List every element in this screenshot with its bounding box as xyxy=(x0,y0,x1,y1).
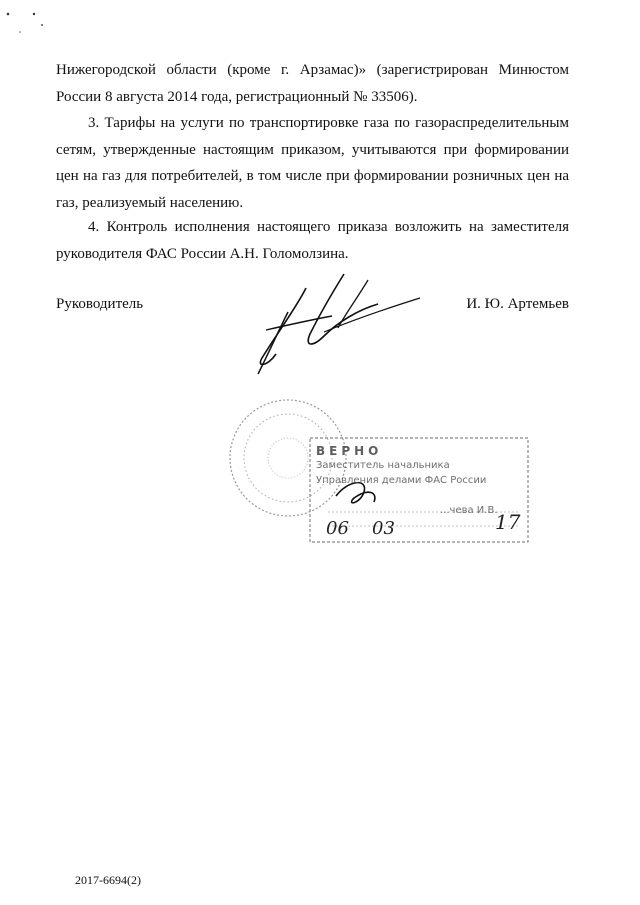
stamp-date-day: 06 xyxy=(326,518,349,539)
paragraph-3-tariffs: 3. Тарифы на услуги по транспортировке газа по газораспределительным сетям, утвержденные настоящим приказом, учитываются при формировании цен на газ для потребителей, в том числе при формировании розничных цен на газ, реализуемый населению. xyxy=(56,115,569,211)
scan-artifact-dots xyxy=(0,0,60,40)
stamp-position-line-2: Управления делами ФАС России xyxy=(316,475,487,486)
signatory-name: И. Ю. Артемьев xyxy=(466,296,569,312)
paragraph-4-control: 4. Контроль исполнения настоящего приказа возложить на заместителя руководителя ФАС России А.Н. Голомолзина. xyxy=(56,219,569,262)
stamp-name: ...чева И.В. xyxy=(440,505,498,516)
signatory-title: Руководитель xyxy=(56,296,144,312)
document-number: 2017-6694(2) xyxy=(75,873,141,887)
stamp-date-year: 17 xyxy=(495,510,521,534)
stamp-verno: ВЕРНО xyxy=(316,444,383,458)
handwritten-signature xyxy=(248,270,428,380)
stamp-position-line-1: Заместитель начальника xyxy=(316,460,450,471)
paragraph-continuation: Нижегородской области (кроме г. Арзамас)» (зарегистрирован Минюстом России 8 августа 2014 года, регистрационный № 33506). xyxy=(56,62,569,105)
stamp-date-month: 03 xyxy=(372,518,395,539)
